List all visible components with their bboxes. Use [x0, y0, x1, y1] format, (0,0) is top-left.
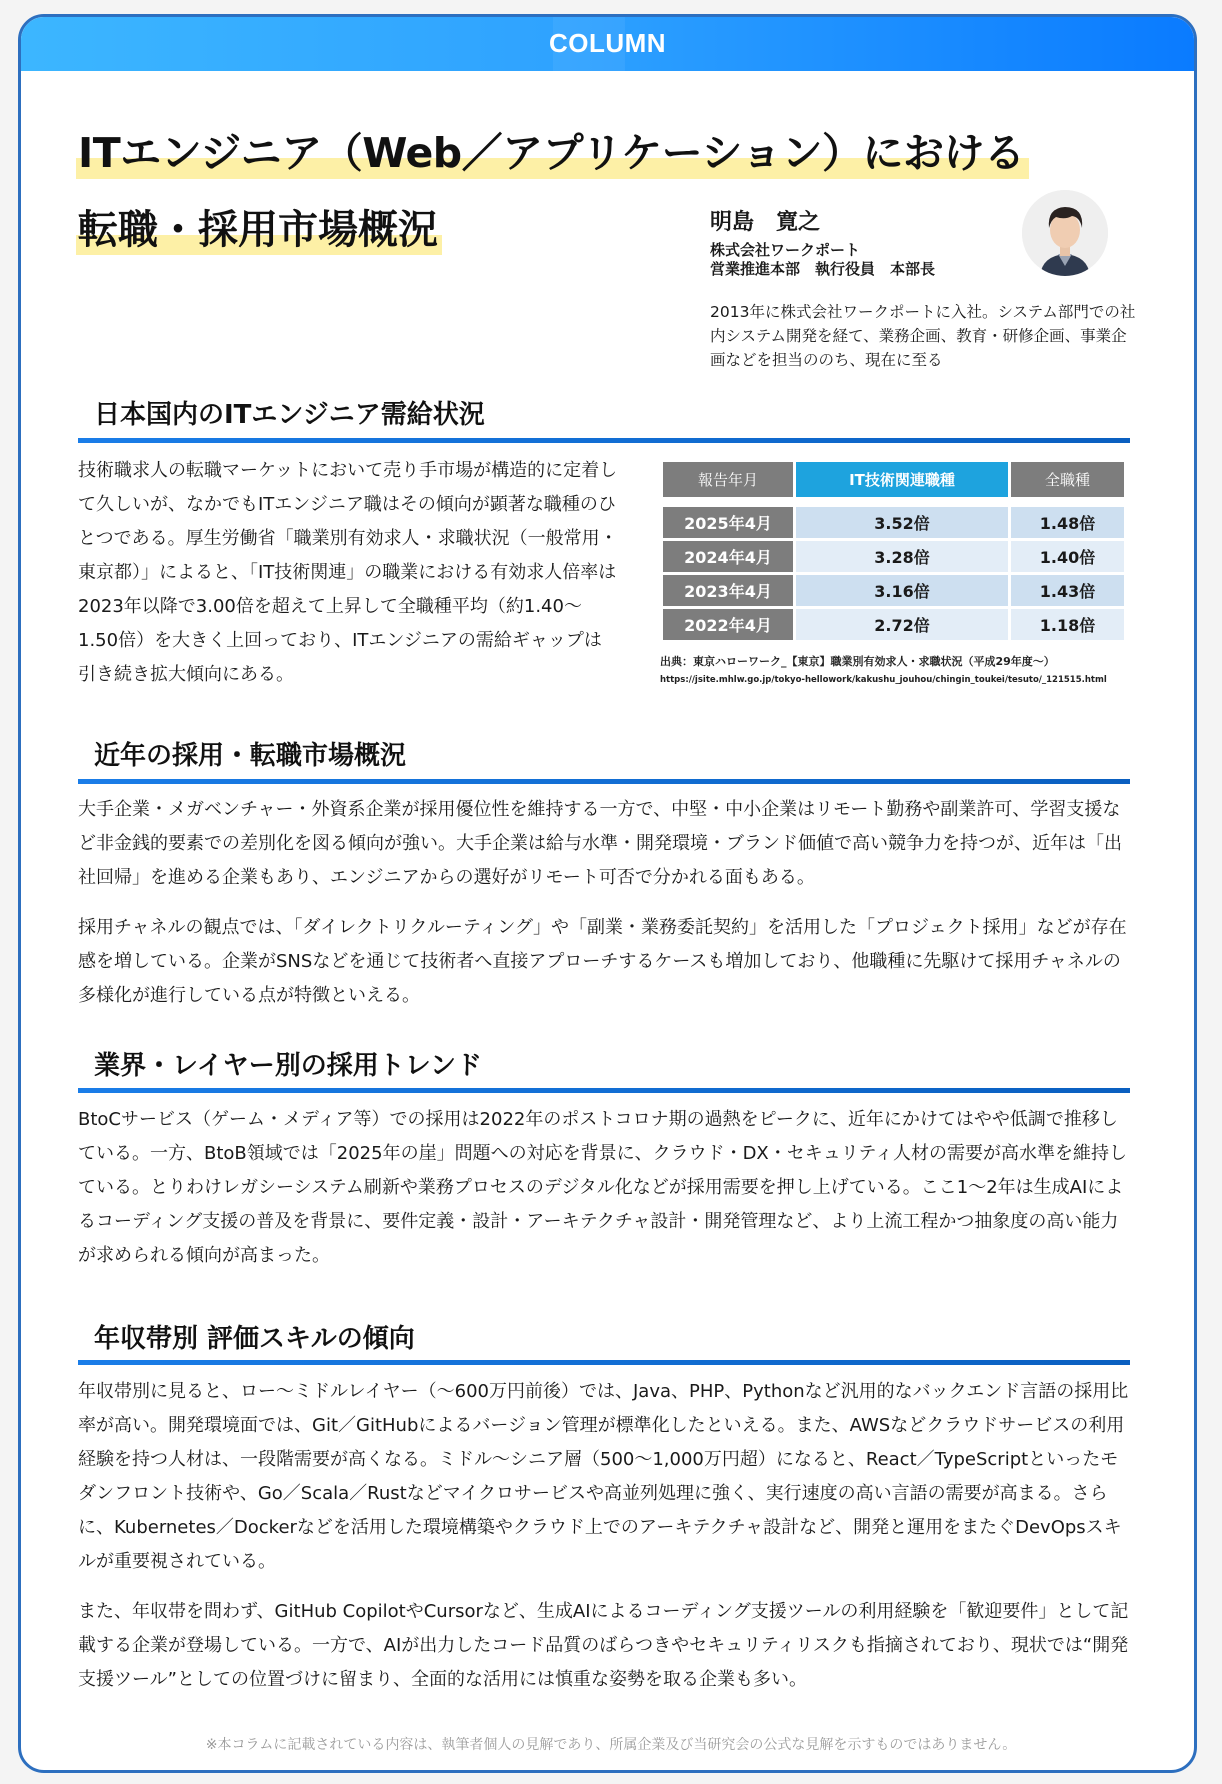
- cell-all-ratio: 1.18倍: [1011, 609, 1124, 640]
- section-divider: [78, 1360, 1130, 1365]
- cell-it-ratio: 3.16倍: [796, 575, 1008, 606]
- cell-all-ratio: 1.48倍: [1011, 507, 1124, 538]
- author-affiliation: [710, 241, 935, 279]
- paragraph: 大手企業・メガベンチャー・外資系企業が採用優位性を維持する一方で、中堅・中小企業はリモート勤務や副業許可、学習支援など非金銭的要素での差別化を図る傾向が強い。大手企業は給与水準・開発環境・ブランド価値で高い競争力を持つが、近年は「出社回帰」を進める企業もあり、エンジニアからの選好がリモート可否で分かれる面もある。: [78, 799, 1122, 888]
- cell-it-ratio: 3.52倍: [796, 507, 1008, 538]
- paragraph: 採用チャネルの観点では、「ダイレクトリクルーティング」や「副業・業務委託契約」を活用した「プロジェクト採用」などが存在感を増している。企業がSNSなどを通じて技術者へ直接アプローチするケースも増加しており、他職種に先駆けて採用チャネルの多様化が進行している点が特徴といえる。: [78, 917, 1127, 1006]
- article-title-line1: [76, 120, 1029, 179]
- column-header-band: [21, 17, 1194, 71]
- section-body-supply-demand: [78, 454, 618, 708]
- table-row: [663, 575, 1124, 606]
- title-line1-text: ITエンジニア（Web／アプリケーション）における: [76, 129, 1029, 179]
- person-avatar-icon: [1022, 190, 1108, 276]
- section-divider: [78, 1088, 1130, 1093]
- col-header-all-jobs: 全職種: [1011, 462, 1124, 497]
- title-line2-text: 転職・採用市場概況: [76, 207, 442, 255]
- col-header-it-jobs: IT技術関連職種: [796, 462, 1008, 497]
- cell-report-month: 2022年4月: [663, 609, 793, 640]
- section-divider: [78, 438, 1130, 443]
- table-row: [663, 507, 1124, 538]
- section-heading-market-overview: 近年の採用・転職市場概況: [94, 741, 407, 771]
- paragraph: 技術職求人の転職マーケットにおいて売り手市場が構造的に定着して久しいが、なかでもITエンジニア職はその傾向が顕著な職種のひとつである。厚生労働省「職業別有効求人・求職状況（一般常用・東京都）」によると、「IT技術関連」の職業における有効求人倍率は2023年以降で3.00倍を超えて上昇して全職種平均（約1.40～1.50倍）を大きく上回っており、ITエンジニアの需給ギャップは引き続き拡大傾向にある。: [78, 460, 618, 685]
- table-source-url[interactable]: https://jsite.mhlw.go.jp/tokyo-hellowork/kakushu_jouhou/chingin_toukei/tesuto/_121515.html: [660, 675, 1107, 685]
- cell-report-month: 2023年4月: [663, 575, 793, 606]
- section-body-salary-skills: [78, 1375, 1130, 1713]
- section-heading-supply-demand: 日本国内のITエンジニア需給状況: [94, 400, 485, 430]
- cell-it-ratio: 2.72倍: [796, 609, 1008, 640]
- section-body-industry-trends: [78, 1103, 1130, 1289]
- table-header-row: [663, 462, 1124, 497]
- paragraph: 年収帯別に見ると、ロー～ミドルレイヤー（～600万円前後）では、Java、PHP、Pythonなど汎用的なバックエンド言語の採用比率が高い。開発環境面では、Git／GitHubによるバージョン管理が標準化したといえる。また、AWSなどクラウドサービスの利用経験を持つ人材は、一段階需要が高くなる。ミドル～シニア層（500～1,000万円超）になると、React／TypeScriptといったモダンフロント技術や、Go／Scala／Rustなどマイクロサービスや高並列処理に強く、実行速度の高い言語の需要が高まる。さらに、Kubernetes／Dockerなどを活用した環境構築やクラウド上でのアーキテクチャ設計など、開発と運用をまたぐDevOpsスキルが重要視されている。: [78, 1381, 1129, 1572]
- section-body-market-overview: [78, 793, 1130, 1029]
- author-company: 株式会社ワークポート: [710, 241, 861, 259]
- author-bio: 2013年に株式会社ワークポートに入社。システム部門での社内システム開発を経て、業務企画、教育・研修企画、事業企画などを担当ののち、現在に至る: [710, 303, 1136, 369]
- section-divider: [78, 779, 1130, 784]
- author-name: 明島 寛之: [710, 210, 821, 235]
- cell-all-ratio: 1.40倍: [1011, 541, 1124, 572]
- article-title-line2: [76, 198, 442, 255]
- table-source: 出典：東京ハローワーク_【東京】職業別有効求人・求職状況（平成29年度～）: [660, 655, 1055, 668]
- author-position: 営業推進本部 執行役員 本部長: [710, 260, 936, 278]
- disclaimer: ※本コラムに記載されている内容は、執筆者個人の見解であり、所属企業及び当研究会の公式な見解を示すものではありません。: [205, 1737, 1017, 1753]
- table-row: [663, 609, 1124, 640]
- section-heading-salary-skills: 年収帯別 評価スキルの傾向: [94, 1324, 415, 1354]
- section-heading-industry-trends: 業界・レイヤー別の採用トレンド: [94, 1051, 483, 1081]
- author-photo: [1022, 190, 1108, 276]
- paragraph: BtoCサービス（ゲーム・メディア等）での採用は2022年のポストコロナ期の過熱をピークに、近年にかけてはやや低調で推移している。一方、BtoB領域では「2025年の崖」問題への対応を背景に、クラウド・DX・セキュリティ人材の需要が高水準を維持している。とりわけレガシーシステム刷新や業務プロセスのデジタル化などが採用需要を押し上げている。ここ1～2年は生成AIによるコーディング支援の普及を背景に、要件定義・設計・アーキテクチャ設計・開発管理など、より上流工程かつ抽象度の高い能力が求められる傾向が高まった。: [78, 1109, 1127, 1266]
- cell-all-ratio: 1.43倍: [1011, 575, 1124, 606]
- cell-report-month: 2024年4月: [663, 541, 793, 572]
- cell-report-month: 2025年4月: [663, 507, 793, 538]
- job-openings-ratio-table: [660, 459, 1127, 643]
- column-label: COLUMN: [548, 28, 667, 58]
- cell-it-ratio: 3.28倍: [796, 541, 1008, 572]
- table-row: [663, 541, 1124, 572]
- paragraph: また、年収帯を問わず、GitHub CopilotやCursorなど、生成AIによるコーディング支援ツールの利用経験を「歓迎要件」として記載する企業が登場している。一方で、AIが出力したコード品質のばらつきやセキュリティリスクも指摘されており、現状では“開発支援ツール”としての位置づけに留まり、全面的な活用には慎重な姿勢を取る企業も多い。: [78, 1601, 1129, 1690]
- col-header-report-month: 報告年月: [663, 462, 793, 497]
